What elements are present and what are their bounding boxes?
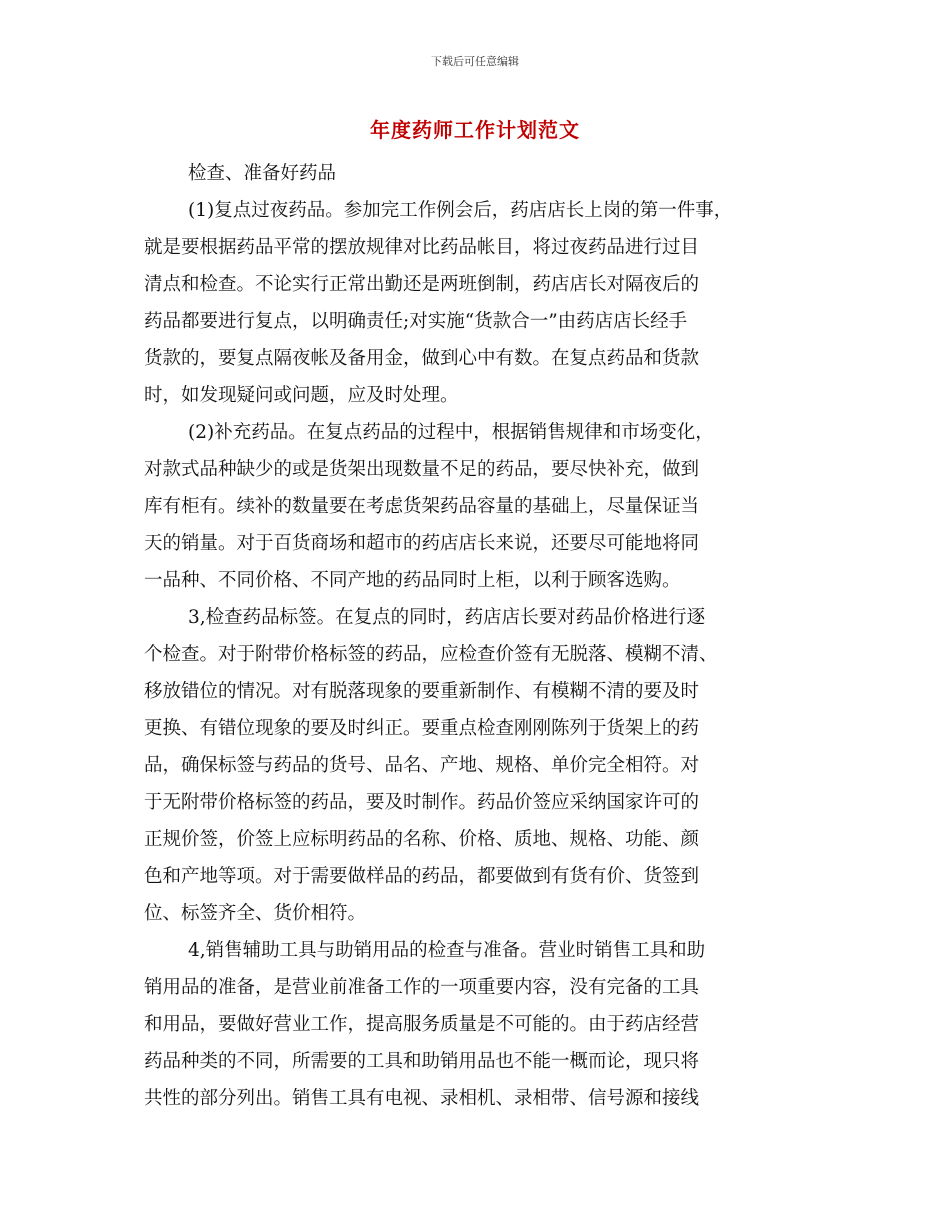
body-text-line: 3,检查药品标签。在复点的同时，药店店长要对药品价格进行逐: [188, 607, 706, 628]
body-text-line: 于无附带价格标签的药品，要及时制作。药品价签应采纳国家许可的: [144, 792, 700, 813]
body-text-line: 和用品，要做好营业工作，提高服务质量是不可能的。由于药店经营: [144, 1014, 700, 1035]
body-text-line: 品，确保标签与药品的货号、品名、产地、规格、单价完全相符。对: [144, 755, 700, 776]
body-text-line: 就是要根据药品平常的摆放规律对比药品帐目，将过夜药品进行过目: [144, 237, 700, 258]
body-text-line: 4,销售辅助工具与助销用品的检查与准备。营业时销售工具和助: [188, 940, 706, 961]
document-body: [144, 155, 844, 1117]
body-text-line: 位、标签齐全、货价相符。: [144, 903, 367, 924]
body-text-line: 检查、准备好药品: [188, 163, 337, 184]
body-text-line: 药品都要进行复点，以明确责任;对实施“货款合一”由药店店长经手: [144, 311, 688, 332]
body-text-line: (1)复点过夜药品。参加完工作例会后，药店店长上岗的第一件事，: [188, 200, 733, 221]
body-text-line: 货款的，要复点隔夜帐及备用金，做到心中有数。在复点药品和货款: [144, 348, 700, 369]
body-text-line: (2)补充药品。在复点药品的过程中，根据销售规律和市场变化，: [188, 422, 714, 443]
body-text-line: 清点和检查。不论实行正常出勤还是两班倒制，药店店长对隔夜后的: [144, 274, 700, 295]
body-text-line: 库有柜有。续补的数量要在考虑货架药品容量的基础上，尽量保证当: [144, 496, 700, 517]
body-text-line: 药品种类的不同，所需要的工具和助销用品也不能一概而论，现只将: [144, 1051, 700, 1072]
document-title: 年度药师工作计划范文: [370, 118, 580, 142]
page-header-note: 下载后可任意编辑: [431, 55, 519, 68]
body-text-line: 销用品的准备，是营业前准备工作的一项重要内容，没有完备的工具: [144, 977, 700, 998]
body-text-line: 对款式品种缺少的或是货架出现数量不足的药品，要尽快补充，做到: [144, 459, 700, 480]
body-text-line: 一品种、不同价格、不同产地的药品同时上柜，以利于顾客选购。: [144, 570, 681, 591]
body-text-line: 移放错位的情况。对有脱落现象的要重新制作、有模糊不清的要及时: [144, 681, 700, 702]
body-text-line: 更换、有错位现象的要及时纠正。要重点检查刚刚陈列于货架上的药: [144, 718, 700, 739]
body-text-line: 个检查。对于附带价格标签的药品，应检查价签有无脱落、模糊不清、: [144, 644, 718, 665]
body-text-line: 正规价签，价签上应标明药品的名称、价格、质地、规格、功能、颜: [144, 829, 700, 850]
body-text-line: 天的销量。对于百货商场和超市的药店店长来说，还要尽可能地将同: [144, 533, 700, 554]
body-text-line: 时，如发现疑问或问题，应及时处理。: [144, 385, 459, 406]
body-text-line: 色和产地等项。对于需要做样品的药品，都要做到有货有价、货签到: [144, 866, 700, 887]
body-text-line: 共性的部分列出。销售工具有电视、录相机、录相带、信号源和接线: [144, 1088, 700, 1109]
